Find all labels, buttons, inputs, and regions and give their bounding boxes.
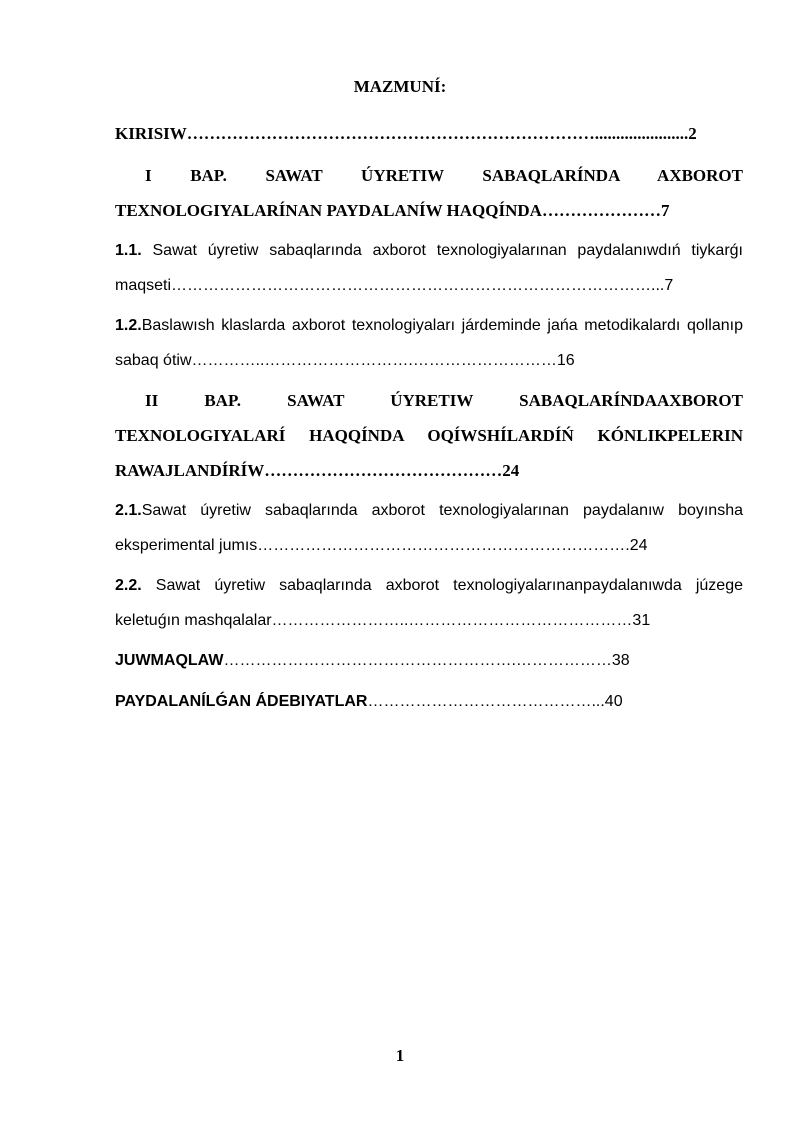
toc-entry-chapter-1	[115, 158, 743, 228]
contents-heading: MAZMUNÍ:	[353, 77, 447, 96]
toc-entry-number: 2.2.	[115, 577, 142, 594]
toc-entry-text: Sawat úyretiw sabaqlarında axborot texnologiyalarınanpaydalanıwda júzege keletuǵın mashqalalar……………………..……………………………………31	[115, 577, 743, 629]
toc-entry-introduction	[115, 116, 743, 151]
toc-entry-bibliography	[115, 684, 743, 719]
toc-entry-section-2-1	[115, 493, 743, 563]
toc-entry-text: Sawat úyretiw sabaqlarında axborot texnologiyalarınan paydalanıw boyınsha eksperimental jumıs…………………………………………………………….24	[115, 502, 743, 554]
toc-entry-title: JUWMAQLAW	[115, 652, 224, 669]
toc-entry-section-1-2	[115, 308, 743, 378]
toc-entry-conclusion	[115, 643, 743, 678]
toc-entry-text: Sawat úyretiw sabaqlarında axborot texnologiyalarınan paydalanıwdıń tiykarǵı maqseti………………………………………………………………………………...7	[115, 242, 743, 294]
toc-entry-text: II BAP. SAWAT ÚYRETIW SABAQLARÍNDAAXBOROT TEXNOLOGIYALARÍ HAQQÍNDA OQÍWSHÍLARDÍŃ KÓNLIKPELERIN RAWAJLANDÍRÍW……………………………………24	[115, 391, 743, 480]
toc-entry-text: KIRISIW………………………………………………………………......................2	[115, 124, 697, 143]
toc-entry-title: PAYDALANÍLǴAN ÁDEBIYATLAR	[115, 693, 368, 710]
toc-entry-number: 1.1.	[115, 242, 142, 259]
toc-entry-leader: ……………………………………………….………………38	[223, 652, 630, 669]
toc-entry-section-2-2	[115, 568, 743, 638]
toc-entry-text: Baslawısh klaslarda axborot texnologiyaları járdeminde jańa metodikalardı qollanıp sabaq ótiw…………..……………………….………………………16	[115, 317, 743, 369]
toc-entry-chapter-2	[115, 383, 743, 488]
toc-entry-leader: ……………………………………...40	[367, 693, 623, 710]
page-number: 1	[395, 1046, 405, 1065]
toc-entry-number: 1.2.	[115, 317, 142, 334]
toc-entry-text: I BAP. SAWAT ÚYRETIW SABAQLARÍNDA AXBOROT TEXNOLOGIYALARÍNAN PAYDALANÍW HAQQÍNDA…………………7	[115, 166, 743, 220]
toc-entry-section-1-1	[115, 233, 743, 303]
toc-entry-number: 2.1.	[115, 502, 142, 519]
